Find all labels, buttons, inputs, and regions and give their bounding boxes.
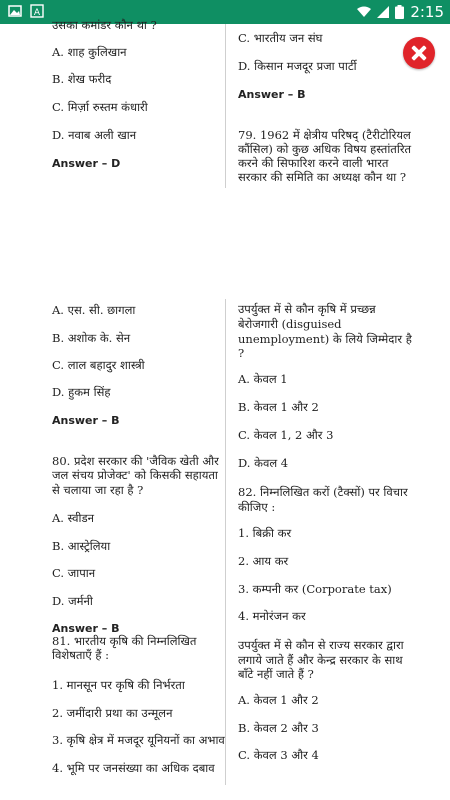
battery-icon [395,5,404,19]
wifi-icon [357,6,371,18]
question-80-line-1: 80. प्रदेश सरकार की 'जैविक खेती और [52,454,219,468]
close-button[interactable] [403,37,435,69]
question-79-line-3: करने की सिफारिश करने वाली भारत [238,156,389,170]
question-82-continuation-line-1: उपर्युक्त में से कौन से राज्य सरकार द्वारा [238,638,404,652]
question-79-line-2: कौंसिल) को कुछ अधिक विषय हस्तांतरित [238,142,412,156]
font-app-icon [30,4,44,18]
question-82-continuation-line-3: बाँटे नहीं जाते हैं ? [238,667,314,681]
answer-label: Answer – B [52,622,120,635]
statement-1: 1. बिक्री कर [238,526,292,540]
statement-2: 2. आय कर [238,554,289,568]
option-b: B. अशोक के. सेन [52,331,131,345]
gallery-icon [8,4,22,18]
option-b: B. आस्ट्रेलिया [52,539,111,553]
option-a: A. स्वीडन [52,511,94,525]
statement-4: 4. भूमि पर जनसंख्या का अधिक दबाव [52,761,215,775]
statement-4: 4. मनोरंजन कर [238,609,306,623]
question-82-line-1: 82. निम्नलिखित करों (टैक्सों) पर विचार [238,485,408,499]
column-divider [225,24,226,188]
question-79-line-4: सरकार की समिति का अध्यक्ष कौन था ? [238,170,407,184]
page-2 [0,295,450,800]
column-divider [225,299,226,785]
statement-3: 3. कृषि क्षेत्र में मजदूर यूनियनों का अभाव [52,733,225,747]
option-a: A. केवल 1 और 2 [238,693,319,707]
signal-icon [377,6,389,18]
question-79-line-1: 79. 1962 में क्षेत्रीय परिषद् (टैरीटोरियल [238,128,411,142]
option-c: C. भारतीय जन संघ [238,31,323,45]
page-1 [0,18,450,190]
option-a: A. केवल 1 [238,372,288,386]
option-d: D. हुकम सिंह [52,385,111,399]
option-b: B. केवल 2 और 3 [238,721,319,735]
answer-label: Answer – B [52,414,120,427]
statement-2: 2. जमींदारी प्रथा का उन्मूलन [52,706,173,720]
question-continuation-line-3: unemployment) के लिये जिम्मेदार है [238,332,412,346]
question-continuation-line-1: उपर्युक्त में से कौन कृषि में प्रच्छन्न [238,302,376,316]
option-b: B. केवल 1 और 2 [238,400,319,414]
question-80-line-2: जल संचय प्रोजेक्ट' को किसकी सहायता [52,468,218,482]
question-tail: उसका कमांडर कौन था ? [52,18,157,32]
option-c: C. जापान [52,566,96,580]
option-b: B. शेख फरीद [52,72,112,86]
option-a: A. एस. सी. छागला [52,303,136,317]
question-82-line-2: कीजिए : [238,500,276,514]
answer-label: Answer – B [238,88,306,101]
svg-text:A: A [33,8,41,18]
option-c: C. मिर्ज़ा रुस्तम कंधारी [52,100,148,114]
statement-3: 3. कम्पनी कर (Corporate tax) [238,582,392,596]
answer-label: Answer – D [52,157,121,170]
question-82-continuation-line-2: लगाये जाते हैं और केन्द्र सरकार के साथ [238,653,403,667]
question-80-line-3: से चलाया जा रहा है ? [52,483,144,497]
option-c: C. केवल 1, 2 और 3 [238,428,334,442]
question-81-line-2: विशेषताएँ हैं : [52,648,110,662]
status-time: 2:15 [410,3,444,21]
option-c: C. केवल 3 और 4 [238,748,319,762]
option-d: D. केवल 4 [238,456,289,470]
option-d: D. नवाब अली खान [52,128,137,142]
option-d: D. जर्मनी [52,594,93,608]
statement-1: 1. मानसून पर कृषि की निर्भरता [52,678,185,692]
option-c: C. लाल बहादुर शास्त्री [52,358,145,372]
question-continuation-line-2: बेरोजगारी (disguised [238,317,342,331]
option-a: A. शाह कुलिखान [52,45,127,59]
question-81-line-1: 81. भारतीय कृषि की निम्नलिखित [52,634,197,648]
option-d: D. किसान मजदूर प्रजा पार्टी [238,59,357,73]
question-continuation-line-4: ? [238,346,245,360]
